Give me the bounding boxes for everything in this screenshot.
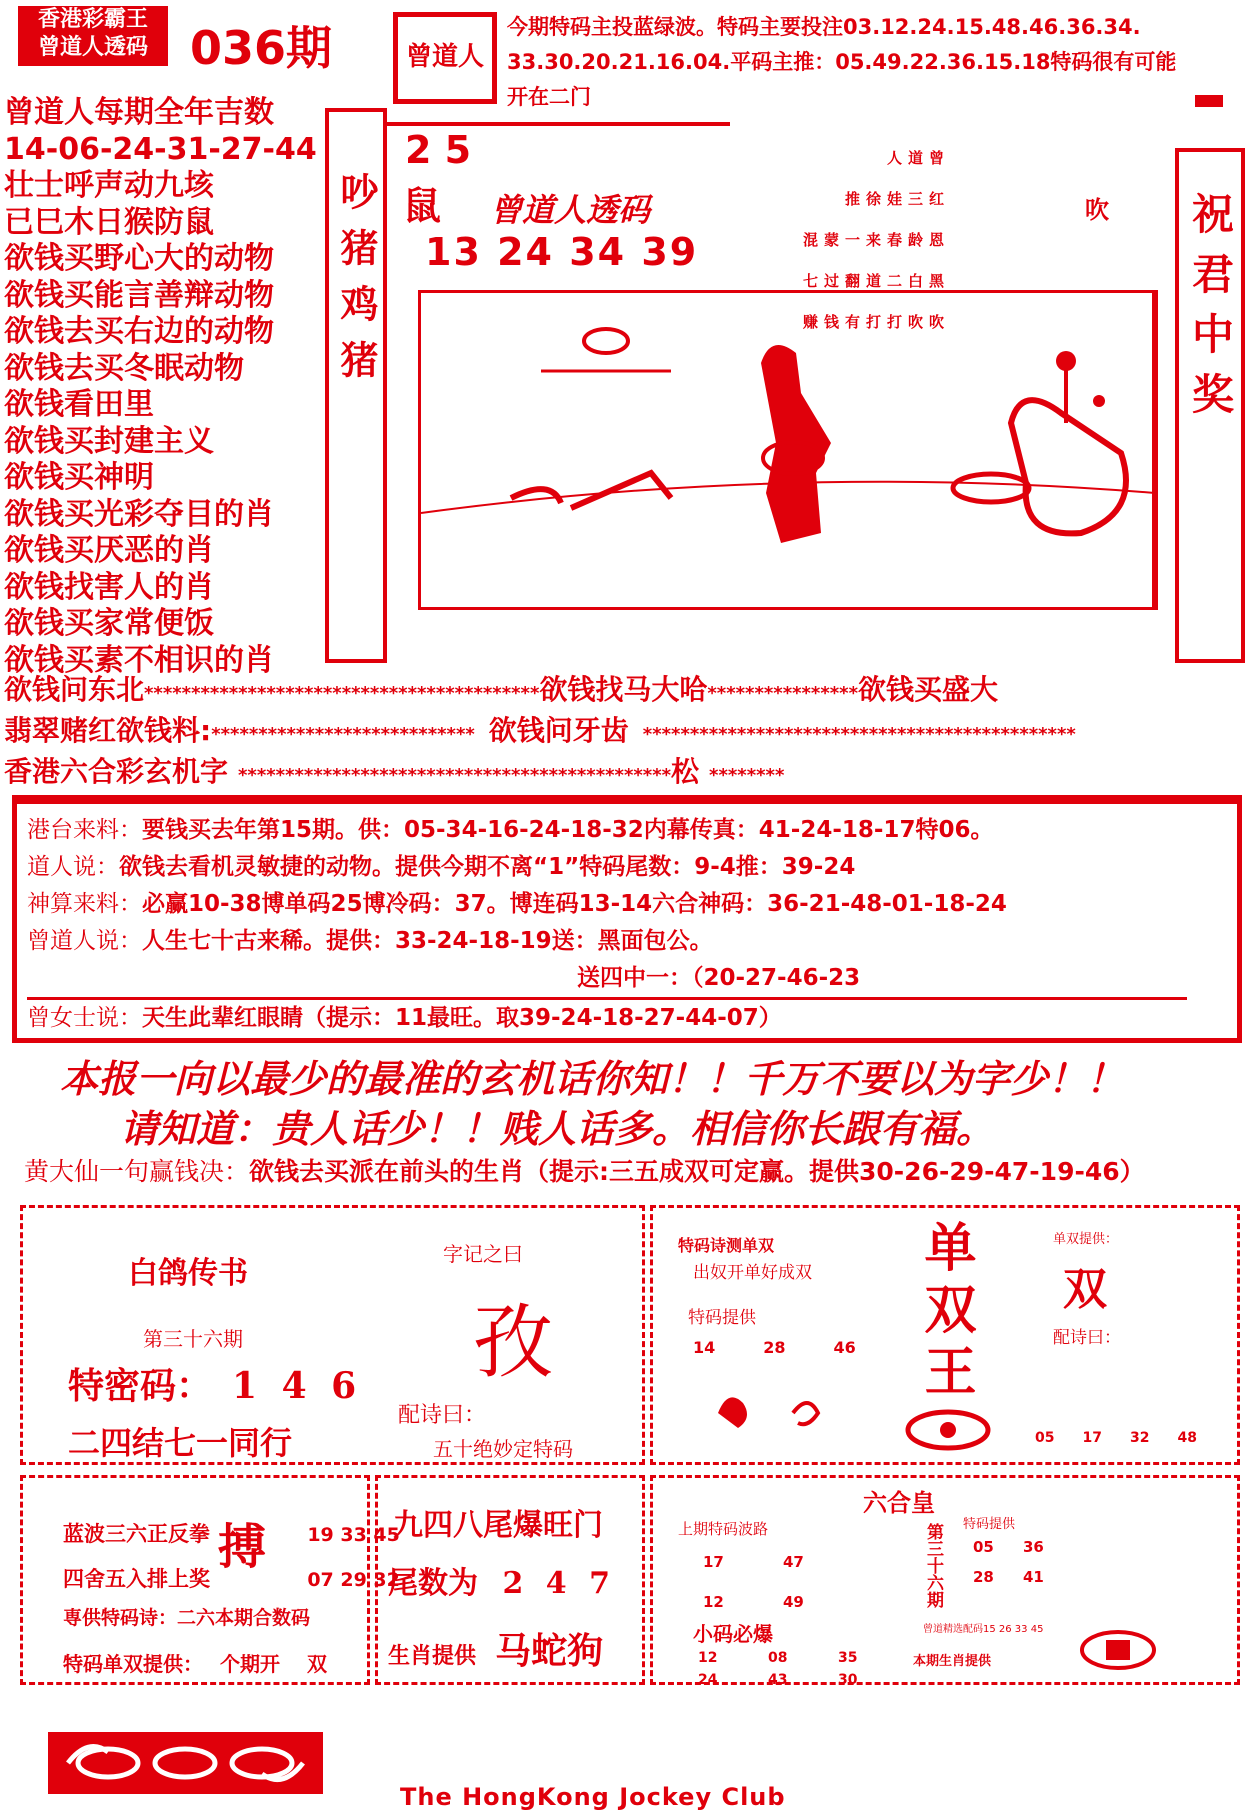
scroll-numbers: 13 24 34 39 <box>425 230 699 274</box>
basin-icon <box>953 474 1029 502</box>
huang-label: 黄大仙一句赢钱决： <box>24 1157 250 1186</box>
panel-a-phrase: 二四结七一同行 <box>68 1424 293 1462</box>
info-label: 港台来料： <box>27 817 142 843</box>
info-text: 人生七十古来稀。提供：33-24-18-19送：黑面包公。 <box>142 928 713 954</box>
huang-line <box>24 1152 1145 1188</box>
mid-row-3 <box>4 750 784 790</box>
num: 12 <box>698 1650 718 1666</box>
wang-char: 王 <box>924 1342 977 1403</box>
num: 24 <box>698 1672 718 1688</box>
left-line: 已巳木日猴防鼠 <box>4 204 214 240</box>
panel-b-wang <box>893 1218 1008 1404</box>
info-label: 道人说： <box>27 854 119 880</box>
panel-e-wave-label: 上期特码波路 <box>678 1520 769 1538</box>
panel-b-prov: 特码提供 <box>688 1308 756 1328</box>
info-label: 神算来料： <box>27 891 142 917</box>
scroll-top-number: 2 5 <box>405 128 472 172</box>
poem-col: 曾道人 <box>885 150 945 165</box>
left-line: 壮士呼声动九垓 <box>4 168 214 203</box>
scroll-zodiac: 鼠 <box>403 184 442 228</box>
panel-a-title: 白鸽传书 <box>128 1256 248 1291</box>
code-value: 1 4 6 <box>232 1365 363 1407</box>
zodiac-label: 生肖提供 <box>388 1644 477 1669</box>
scroll-left-roller <box>325 108 387 663</box>
scroll-brand: 曾道人透码 <box>490 191 651 229</box>
zodiac-value: 马蛇狗 <box>495 1630 604 1672</box>
left-line: 欲钱买封建主义 <box>4 423 214 459</box>
panel-e-must <box>698 1650 908 1688</box>
panel-e-prov <box>973 1538 1073 1586</box>
poem-col: 黑白二道翻过七 <box>801 273 945 288</box>
scroll-top-bar <box>385 122 730 126</box>
footer-logo <box>48 1732 323 1794</box>
left-line: 欲钱看田里 <box>4 387 154 422</box>
panel-b-right-nums <box>1035 1430 1197 1446</box>
pot-icon <box>1011 400 1126 533</box>
notice-line-2: 33.30.20.21.16.04.平码主推：05.49.22.36.15.18特码很有可能 <box>507 50 1177 74</box>
num: 36 <box>1023 1538 1044 1556</box>
num: 48 <box>1177 1430 1197 1446</box>
left-riddle-list <box>4 95 317 679</box>
cloud-emblem-icon <box>48 1732 323 1794</box>
logo-line-1: 香港彩霸王 <box>37 7 148 32</box>
info-line <box>27 923 1007 960</box>
panel-e-wave <box>703 1553 863 1611</box>
num: 05 <box>1035 1430 1055 1446</box>
issue-number: 036期 <box>190 21 333 75</box>
scroll-right-text: 祝君中奖 <box>1186 192 1235 432</box>
panel-d-tail <box>388 1558 616 1602</box>
panel-e-prov-label: 特码提供 <box>963 1517 1016 1532</box>
mid-row-left: 翡翠赌红欲钱料: <box>4 714 212 747</box>
footer-club-name: The HongKong Jockey Club <box>400 1783 786 1811</box>
poem-col: 吹吹打打有钱赚 <box>801 314 945 329</box>
mid-row-1 <box>4 668 998 708</box>
tail-label: 尾数为 <box>388 1566 478 1601</box>
flower-icon <box>903 1408 993 1452</box>
left-line: 欲钱买神明 <box>4 460 154 495</box>
num: 49 <box>783 1593 804 1611</box>
mid-row-stars: **************************** <box>211 724 475 745</box>
scroll-illustration <box>421 293 1155 607</box>
mid-row-stars: ******** <box>709 765 785 786</box>
sd-label: 特码单双提供： <box>63 1652 203 1676</box>
left-line: 欲钱去买右边的动物 <box>4 314 274 349</box>
rooster-icon <box>713 1383 833 1433</box>
num: 28 <box>763 1338 786 1357</box>
panel-e-must-label: 小码必爆 <box>693 1622 773 1646</box>
info-line <box>27 960 1007 997</box>
mid-row-mid: 欲钱问牙齿 <box>488 714 629 747</box>
panel-e-title: 六合皇 <box>863 1488 935 1517</box>
panel-c <box>20 1475 400 1685</box>
info-text: 欲钱去看机灵敏捷的动物。提供今期不离“1”特码尾数：9-4推：39-24 <box>119 854 856 880</box>
info-line <box>27 997 1187 1037</box>
left-line: 欲钱买能言善辩动物 <box>4 277 274 313</box>
slogan-line-2: 请知道：贵人话少！！贱人话多。相信你长跟有福。 <box>120 1106 995 1151</box>
info-text: 要钱买去年第15期。供：05-34-16-24-18-32内幕传真：41-24-18-17特06。 <box>142 817 994 843</box>
poem-col: 恩龄春来一蒙混 <box>801 232 945 247</box>
notice-line-1: 今期特码主投蓝绿波。特码主要投注03.12.24.15.48.46.36.34. <box>507 15 1141 39</box>
panel-b-right-poem-label: 配诗曰： <box>1053 1328 1121 1348</box>
info-label: 曾女士说： <box>27 1005 142 1031</box>
panel-d-zodiac <box>388 1623 603 1674</box>
stamp-text: 曾道人 <box>405 42 484 72</box>
panel-a <box>20 1205 645 1465</box>
panel-b-right-title: 单双提供： <box>1053 1232 1119 1247</box>
num: 43 <box>768 1672 788 1688</box>
mid-row-right: 欲钱买盛大 <box>858 673 999 706</box>
huang-text: 欲钱去买派在前头的生肖（提示:三五成双可定赢。提供30-26-29-47-19-46） <box>249 1157 1145 1186</box>
left-line: 欲钱买野心大的动物 <box>4 241 274 276</box>
num: 05 <box>973 1538 994 1556</box>
panel-a-code <box>68 1358 362 1409</box>
left-line: 曾道人每期全年吉数 <box>4 95 274 130</box>
num: 17 <box>1082 1430 1102 1446</box>
num: 08 <box>768 1650 788 1666</box>
panel-a-big-char: 孜 <box>473 1296 553 1389</box>
panel-b <box>650 1205 1240 1465</box>
mid-row-stars: ****************************************** <box>144 683 540 704</box>
sd-pick: 双 <box>306 1652 327 1676</box>
notice-bracket <box>1195 95 1223 107</box>
mid-row-stars: **************** <box>707 683 858 704</box>
panel-b-nums <box>693 1338 856 1357</box>
num: 41 <box>1023 1568 1044 1586</box>
mid-row-stars: ********************************************** <box>238 765 672 786</box>
logo-block <box>18 6 168 66</box>
info-line <box>27 886 1007 923</box>
panel-c-special: 専供特码诗：二六本期合数码 <box>63 1607 311 1629</box>
logo-line-2: 曾道人透码 <box>37 35 148 60</box>
info-text: 必赢10-38博单码25博冷码：37。博连码13-14六合神码：36-21-48-01-18-24 <box>142 891 1007 917</box>
scroll-poem <box>800 150 947 329</box>
code-label: 特密码： <box>68 1366 213 1407</box>
info-line <box>27 812 1007 849</box>
scroll-picture-frame <box>418 290 1158 610</box>
panel-d <box>375 1475 645 1685</box>
info-line <box>27 849 1007 886</box>
mid-row-stars: ********************************************** <box>642 724 1076 745</box>
notice-line-3: 开在二门 <box>507 85 591 109</box>
panel-c-sd <box>63 1648 327 1677</box>
mid-row-mid: 松 <box>671 755 700 788</box>
num: 32 <box>1129 1430 1150 1446</box>
info-top-bar <box>17 800 1237 804</box>
mid-row-2 <box>4 709 1076 749</box>
line-nums: 19 33 45 <box>307 1524 400 1546</box>
panel-b-title: 特码诗测单双 <box>678 1236 775 1255</box>
mid-row-left: 欲钱问东北 <box>4 673 145 706</box>
num: 14 <box>693 1338 716 1357</box>
sd-value: 个期开 <box>219 1652 280 1676</box>
left-line: 14-06-24-31-27-44 <box>4 131 317 167</box>
panel-a-issue: 第三十六期 <box>143 1327 243 1351</box>
panel-e-zodiac-label: 本期生肖提供 <box>913 1654 992 1669</box>
panel-e-issue: 第三十六期 <box>923 1523 943 1608</box>
left-line: 欲钱买光彩夺目的肖 <box>4 496 274 532</box>
info-label: 曾道人说： <box>27 928 142 954</box>
stamp-seal <box>393 12 497 104</box>
tail-value: 2 4 7 <box>502 1566 616 1601</box>
wang-char: 双 <box>924 1280 977 1341</box>
left-line: 欲钱买素不相识的肖 <box>4 642 274 678</box>
panel-b-subtitle: 出奴开单好成双 <box>693 1263 812 1283</box>
num: 35 <box>838 1650 858 1666</box>
num: 47 <box>783 1553 804 1571</box>
num: 17 <box>703 1553 724 1571</box>
stamp-icon <box>1078 1628 1158 1672</box>
left-line: 欲钱找害人的肖 <box>4 569 214 605</box>
wang-char: 单 <box>924 1218 977 1279</box>
panel-e <box>650 1475 1240 1688</box>
line-text: 四舍五入排上奖 <box>63 1567 210 1591</box>
num: 30 <box>838 1672 858 1688</box>
slogan-line-1: 本报一向以最少的最准的玄机话你知！！千万不要以为字少！！ <box>60 1056 1125 1101</box>
poem-col: 红三娃徐推 <box>843 191 945 206</box>
left-line: 欲钱买厌恶的肖 <box>4 533 214 568</box>
mid-row-mid: 欲钱找马大哈 <box>539 673 708 706</box>
num: 28 <box>973 1568 994 1586</box>
left-line: 欲钱去买冬眠动物 <box>4 350 244 386</box>
panel-a-poem-label: 配诗曰： <box>398 1403 487 1428</box>
panel-a-word-title: 字记之曰 <box>443 1242 523 1266</box>
info-text: 天生此辈红眼睛（提示：11最旺。取39-24-18-27-44-07） <box>142 1005 782 1031</box>
left-line: 欲钱买家常便饭 <box>4 606 214 641</box>
info-text: 送四中一：（20-27-46-23 <box>577 965 861 991</box>
scroll-left-text: 吵猪鸡猪 <box>334 172 378 396</box>
panel-a-poem: 五十绝妙定特码 <box>433 1437 573 1461</box>
panel-e-extra: 曾道精选配码15 26 33 45 <box>923 1624 1044 1635</box>
panel-b-right-big: 双 <box>1063 1264 1107 1315</box>
scroll-right-roller <box>1175 148 1245 663</box>
scroll-side-word: 吹 <box>1085 196 1109 224</box>
num: 46 <box>833 1338 856 1357</box>
info-box <box>12 795 1242 1043</box>
mid-row-left: 香港六合彩玄机字 <box>4 755 229 788</box>
line-nums: 07 29 32 <box>307 1569 400 1591</box>
num: 12 <box>703 1593 724 1611</box>
header-notice <box>507 10 1176 115</box>
line-text: 蓝波三六正反拳 <box>63 1522 210 1546</box>
moon-icon <box>584 329 628 353</box>
panel-d-title: 九四八尾爆旺门 <box>393 1508 603 1543</box>
panel-c-big-char: 搏 <box>218 1519 267 1575</box>
